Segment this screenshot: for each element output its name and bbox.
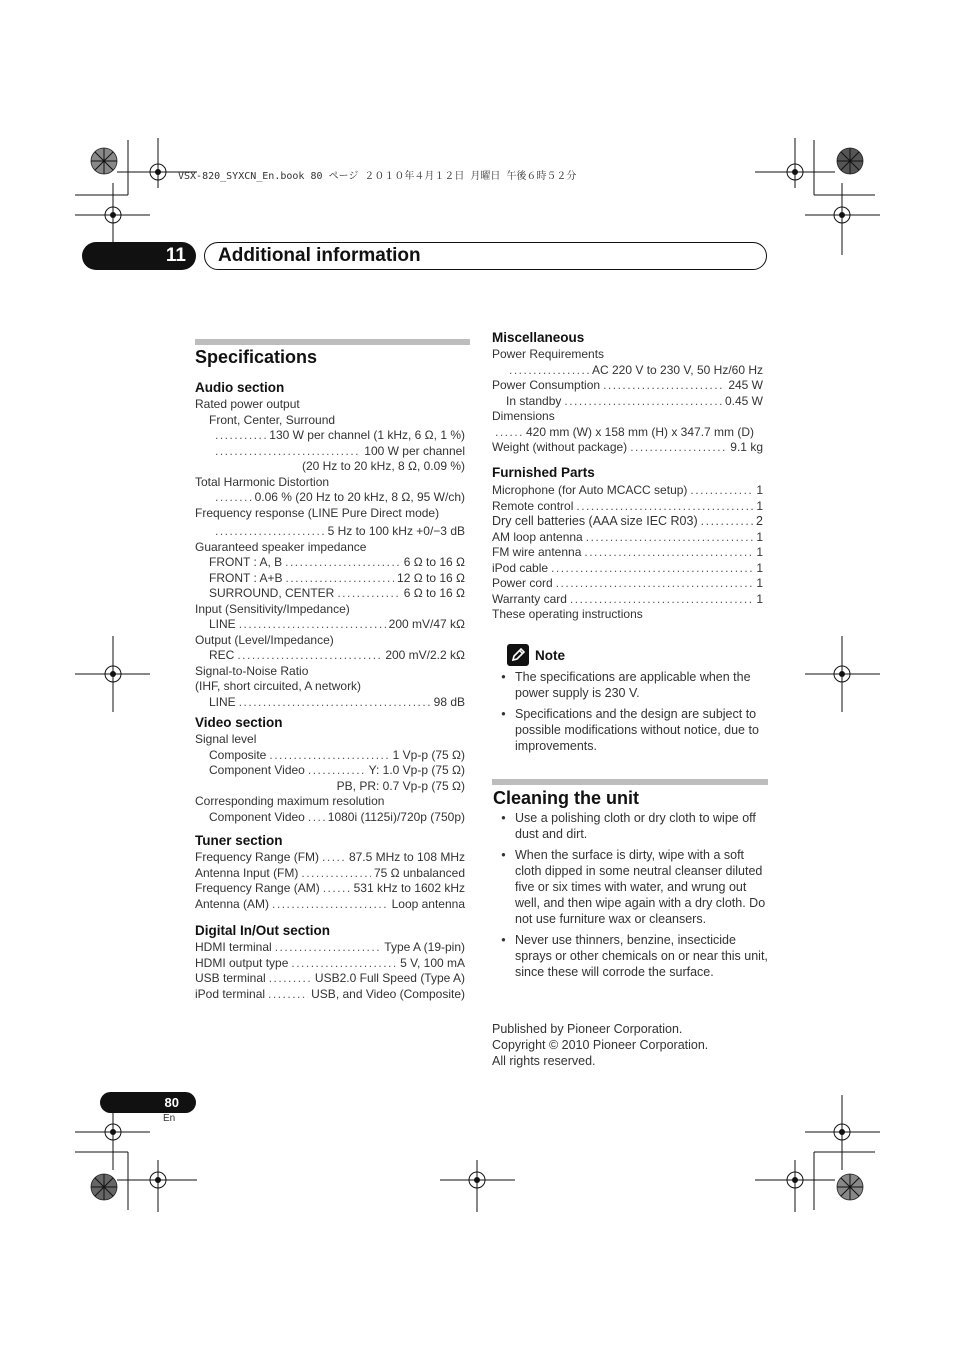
spec-row	[195, 987, 465, 1003]
spec-row	[195, 586, 465, 602]
spec-label: LINE	[209, 617, 236, 631]
tuner-heading: Tuner section	[195, 833, 283, 848]
spec-label: REC	[209, 648, 235, 662]
spec-label: USB terminal	[195, 971, 266, 985]
spec-value: 6 Ω to 16 Ω	[403, 586, 465, 600]
digital-heading: Digital In/Out section	[195, 923, 331, 938]
list-item	[492, 499, 763, 515]
list-item	[492, 530, 763, 546]
spec-label: Component Video	[209, 763, 305, 777]
spec-label: Antenna (AM)	[195, 896, 270, 911]
spec-label: iPod terminal	[195, 986, 266, 1001]
spec-value: 245 W	[728, 378, 763, 392]
item-label: Power cord	[492, 576, 553, 590]
spec-label: Frequency Range (FM)	[195, 850, 320, 864]
spec-label: Composite	[209, 747, 267, 762]
spec-value: 200 mV/47 kΩ	[388, 617, 465, 631]
spec-label: SURROUND, CENTER	[209, 586, 335, 600]
spec-label: Power Requirements	[492, 347, 605, 361]
note-text: The specifications are applicable when the power supply is 230 V.	[515, 670, 751, 700]
list-item	[492, 545, 763, 561]
language-label: En	[163, 1113, 176, 1124]
spec-row	[195, 428, 465, 444]
rights-line: All rights reserved.	[492, 1054, 596, 1068]
spec-row	[195, 897, 465, 913]
list-item	[492, 514, 763, 530]
copyright-line: Copyright © 2010 Pioneer Corporation.	[492, 1038, 709, 1052]
spec-note: (20 Hz to 20 kHz, 8 Ω, 0.09 %)	[301, 459, 465, 473]
spec-value: AC 220 V to 230 V, 50 Hz/60 Hz	[592, 362, 763, 377]
spec-row	[195, 866, 465, 882]
spec-value: 5 V, 100 mA	[400, 955, 465, 970]
spec-label: Weight (without package)	[492, 440, 628, 454]
tuner-rows	[195, 850, 465, 912]
page-number: 80	[100, 1092, 196, 1113]
spec-row	[195, 940, 465, 956]
misc-heading: Miscellaneous	[492, 330, 585, 345]
item-qty: 1	[756, 560, 763, 575]
misc-section	[492, 330, 763, 456]
spec-value: USB, and Video (Composite)	[311, 986, 465, 1001]
spec-row	[195, 956, 465, 972]
item-label: Microphone (for Auto MCACC setup)	[492, 483, 688, 497]
item-label: Warranty card	[492, 591, 567, 606]
item-qty: 1	[756, 591, 763, 606]
note-list	[492, 669, 767, 754]
spec-row	[492, 425, 763, 441]
chapter-title: Additional information	[204, 242, 767, 270]
spec-label: Signal-to-Noise Ratio	[195, 663, 309, 678]
spec-row	[195, 810, 465, 826]
item-qty: 1	[756, 545, 763, 559]
spec-row	[195, 617, 465, 633]
list-item: • Never use thinners, benzine, insecticide sprays or other chemicals on or near this unit, since these will corrode the surface.	[501, 933, 768, 979]
print-header: VSX-820_SYXCN_En.book 80 ページ ２０１０年４月１２日 月曜日 午後６時５２分	[178, 171, 577, 182]
list-item: • When the surface is dirty, wipe with a soft cloth dipped in some neutral cleanser diluted five or six times with water, and wrung out well, and then wipe again with a dry cloth. Do not use furniture wax or cleansers.	[492, 847, 768, 927]
spec-label: Input (Sensitivity/Impedance)	[195, 601, 350, 616]
item-label: Dry cell batteries (AAA size IEC R03)	[492, 514, 698, 528]
audio-section	[195, 380, 465, 710]
cleaning-text: When the surface is dirty, wipe with a soft cloth dipped in some neutral cleanser diluted five or six times with water, and wrung out well, and then wipe again with a dry cloth. Do not use furniture wax or cleansers.	[515, 848, 766, 926]
list-item	[492, 592, 763, 608]
spec-value: 200 mV/2.2 kΩ	[385, 648, 465, 662]
spec-label: Guaranteed speaker impedance	[195, 539, 367, 554]
section-divider	[492, 779, 768, 785]
pencil-icon	[507, 644, 529, 666]
spec-row	[195, 763, 465, 779]
item-qty: 1	[756, 529, 763, 544]
spec-label: HDMI terminal	[195, 940, 272, 954]
item-label: FM wire antenna	[492, 545, 582, 559]
spec-label: LINE	[209, 694, 236, 709]
video-section	[195, 715, 465, 825]
spec-value: 0.45 W	[724, 393, 763, 408]
spec-row	[492, 440, 763, 456]
list-item	[492, 576, 763, 592]
spec-row	[195, 881, 465, 897]
spec-label: Rated power output	[195, 397, 300, 411]
chapter-number: 11	[82, 242, 196, 270]
spec-label: Signal level	[195, 732, 257, 746]
specifications-title: Specifications	[195, 347, 318, 367]
note-text: Specifications and the design are subject to possible modifications without notice, due to improvements.	[515, 707, 759, 753]
spec-value: 0.06 % (20 Hz to 20 kHz, 8 Ω, 95 W/ch)	[254, 490, 465, 504]
spec-value: USB2.0 Full Speed (Type A)	[314, 971, 465, 985]
spec-label: Power Consumption	[492, 378, 601, 392]
cleaning-title: Cleaning the unit	[493, 788, 639, 808]
spec-label: Frequency response (LINE Pure Direct mode)	[195, 505, 440, 520]
furnished-heading: Furnished Parts	[492, 465, 595, 480]
list-item: • The specifications are applicable when the power supply is 230 V.	[492, 669, 767, 701]
spec-row	[492, 363, 763, 379]
spec-value: 12 Ω to 16 Ω	[397, 570, 465, 585]
spec-value: 6 Ω to 16 Ω	[403, 555, 465, 569]
spec-value: 1 Vp-p (75 Ω)	[392, 747, 465, 762]
spec-row	[492, 394, 763, 410]
spec-label: Dimensions	[492, 409, 555, 423]
spec-value: 531 kHz to 1602 kHz	[353, 881, 465, 895]
spec-value: 98 dB	[433, 694, 465, 709]
spec-row	[195, 648, 465, 664]
video-heading: Video section	[195, 715, 283, 730]
item-label: Remote control	[492, 498, 574, 513]
publisher-line: Published by Pioneer Corporation.	[492, 1022, 683, 1036]
spec-row	[195, 850, 465, 866]
spec-row	[195, 490, 465, 506]
item-label: AM loop antenna	[492, 529, 583, 544]
spec-row	[195, 748, 465, 764]
note-title: Note	[535, 648, 565, 663]
spec-value: 130 W per channel (1 kHz, 6 Ω, 1 %)	[269, 428, 465, 442]
item-label: iPod cable	[492, 560, 549, 575]
spec-label: Total Harmonic Distortion	[195, 474, 330, 489]
list-item: These operating instructions	[492, 607, 643, 621]
spec-label: HDMI output type	[195, 955, 289, 970]
item-qty: 1	[756, 576, 763, 590]
spec-row	[195, 971, 465, 987]
tuner-section	[195, 833, 465, 912]
spec-label: Component Video	[209, 809, 305, 824]
spec-value: 420 mm (W) x 158 mm (H) x 347.7 mm (D)	[526, 424, 755, 439]
cleaning-text: Never use thinners, benzine, insecticide sprays or other chemicals on or near this unit, since these will corrode the surface.	[515, 933, 768, 979]
publisher-block	[492, 1021, 708, 1069]
spec-value: PB, PR: 0.7 Vp-p (75 Ω)	[336, 778, 465, 793]
item-qty: 2	[756, 514, 763, 528]
spec-value: 5 Hz to 100 kHz +0/−3 dB	[327, 524, 465, 538]
spec-label: Antenna Input (FM)	[195, 865, 299, 880]
list-item: • Specifications and the design are subject to possible modifications without notice, due to improvements.	[492, 706, 767, 754]
spec-value: 100 W per channel	[364, 443, 465, 458]
spec-row	[195, 524, 465, 540]
spec-value: Y: 1.0 Vp-p (75 Ω)	[368, 763, 465, 777]
spec-label: FRONT : A, B	[209, 555, 283, 569]
spec-row	[195, 555, 465, 571]
spec-value: Type A (19-pin)	[384, 940, 465, 954]
spec-label: Frequency Range (AM)	[195, 881, 320, 895]
list-item: • Use a polishing cloth or dry cloth to wipe off dust and dirt.	[492, 810, 768, 842]
spec-value: 87.5 MHz to 108 MHz	[348, 850, 465, 864]
list-item	[492, 561, 763, 577]
spec-label: Output (Level/Impedance)	[195, 632, 334, 647]
spec-value: 1080i (1125i)/720p (750p)	[327, 809, 465, 824]
spec-row	[195, 695, 465, 711]
spec-label: In standby	[506, 393, 562, 408]
cleaning-text: Use a polishing cloth or dry cloth to wipe off dust and dirt.	[515, 811, 756, 841]
cleaning-list	[492, 810, 768, 980]
spec-value: Loop antenna	[391, 896, 465, 911]
spec-label: Front, Center, Surround	[209, 412, 336, 427]
furnished-section	[492, 465, 763, 623]
spec-value: 75 Ω unbalanced	[373, 865, 465, 880]
list-item	[492, 483, 763, 499]
digital-section	[195, 923, 465, 1002]
spec-value: 9.1 kg	[730, 440, 763, 454]
spec-row	[492, 378, 763, 394]
item-qty: 1	[756, 498, 763, 513]
spec-note: (IHF, short circuited, A network)	[195, 679, 362, 693]
spec-row	[195, 444, 465, 460]
audio-heading: Audio section	[195, 380, 285, 395]
spec-row	[195, 571, 465, 587]
section-divider	[195, 339, 470, 345]
item-qty: 1	[756, 483, 763, 497]
spec-label: FRONT : A+B	[209, 570, 283, 585]
spec-label: Corresponding maximum resolution	[195, 794, 385, 808]
